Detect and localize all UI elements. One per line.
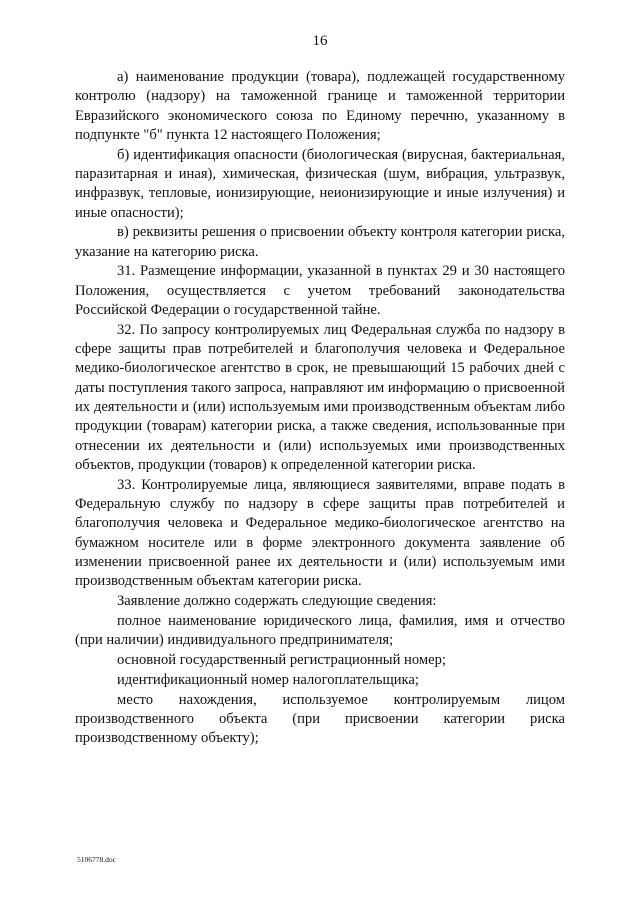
- paragraph-full-name: полное наименование юридического лица, фамилия, имя и отчество (при наличии) индивидуального предпринимателя;: [75, 612, 565, 649]
- footer-document-code: 5106778.doc: [77, 855, 116, 864]
- document-body: [75, 68, 565, 749]
- paragraph-31: 31. Размещение информации, указанной в пунктах 29 и 30 настоящего Положения, осуществляется с учетом требований законодательства Российской Федерации о государственной тайне.: [75, 263, 565, 319]
- paragraph-32: 32. По запросу контролируемых лиц Федеральная служба по надзору в сфере защиты прав потребителей и благополучия человека и Федеральное медико-биологическое агентство в срок, не превышающий 15 рабочих дней с даты поступления такого запроса, направляют им информацию о присвоенной их деятельности и (или) используемым ими производственным объектам либо продукции (товарам) категории риска, а также сведения, использованные при отнесении их деятельности и (или) используемых ими производственных объектов, продукции (товаров) к определенной категории риска.: [75, 321, 565, 473]
- paragraph-item-b: б) идентификация опасности (биологическая (вирусная, бактериальная, паразитарная и иная), химическая, физическая (шум, вибрация, ультразвук, инфразвук, тепловые, ионизирующие, неионизирующие и иные излучения) и иные опасности);: [75, 146, 565, 221]
- page-number: 16: [312, 33, 328, 49]
- paragraph-inn: идентификационный номер налогоплательщика;: [117, 671, 419, 688]
- paragraph-ogrn: основной государственный регистрационный номер;: [117, 651, 446, 668]
- paragraph-item-v: в) реквизиты решения о присвоении объекту контроля категории риска, указание на категорию риска.: [75, 224, 565, 260]
- paragraph-33: 33. Контролируемые лица, являющиеся заявителями, вправе подать в Федеральную службу по надзору в сфере защиты прав потребителей и благополучия человека и Федеральное медико-биологическое агентство на бумажном носителе или в форме электронного документа заявление об изменении присвоенной ранее их деятельности и (или) используемым ими производственным объектам категории риска.: [75, 476, 565, 590]
- paragraph-application-intro: Заявление должно содержать следующие сведения:: [117, 593, 437, 610]
- paragraph-item-a: а) наименование продукции (товара), подлежащей государственному контролю (надзору) на таможенной границе и таможенной территории Евразийского экономического союза по Единому перечню, указанному в подпункте "б" пункта 12 настоящего Положения;: [75, 69, 565, 143]
- paragraph-location: место нахождения, используемое контролируемым лицом производственного объекта (при присвоении категории риска производственному объекту);: [75, 691, 565, 747]
